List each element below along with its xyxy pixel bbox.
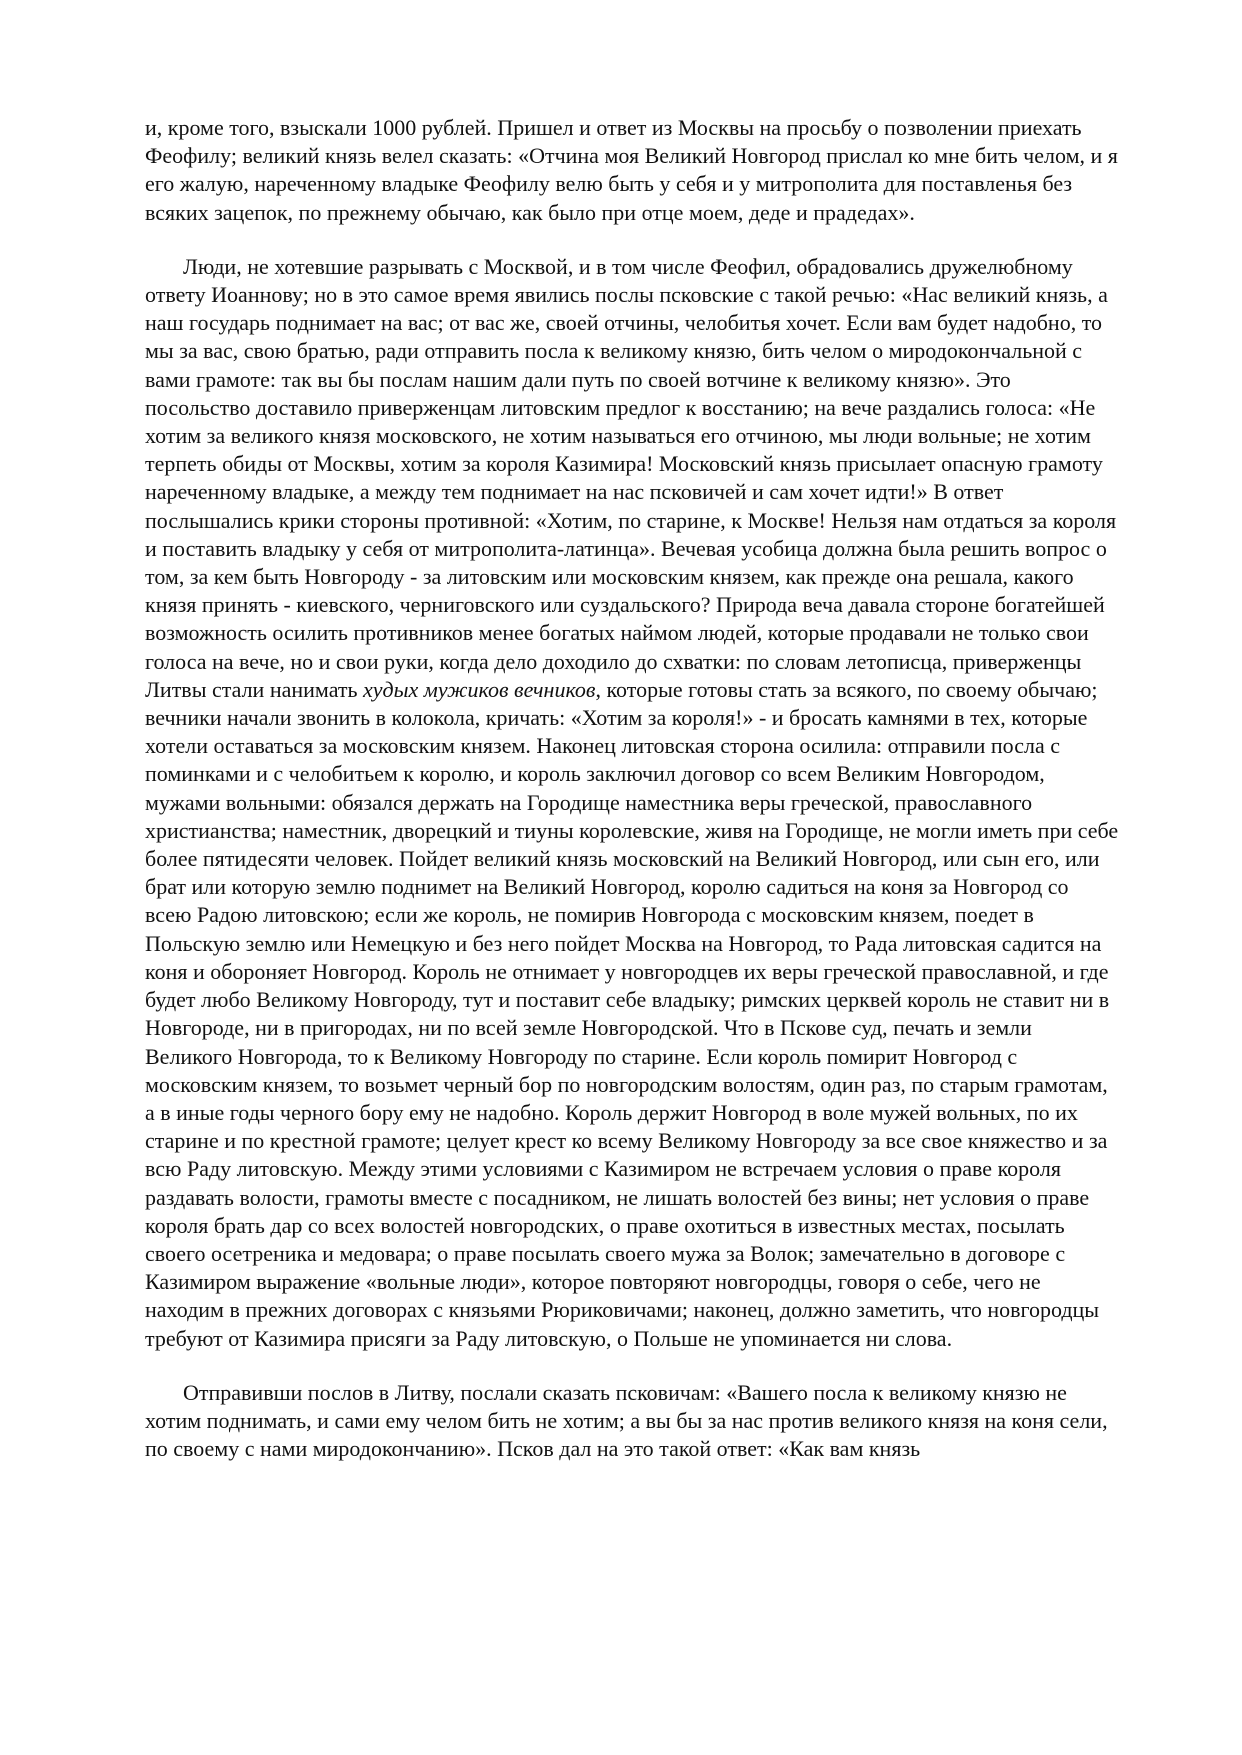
paragraph-1-text: и, кроме того, взыскали 1000 рублей. Пришел и ответ из Москвы на просьбу о позволении приехать Феофилу; великий князь велел сказать: «Отчина моя Великий Новгород прислал ко мне бить челом, и я его жалую, нареченному владыке Феофилу велю быть у себя и у митрополита для поставленья без всяких зацепок, по прежнему обычаю, как было при отце моем, деде и прадедах». [145, 115, 1118, 225]
paragraph-2-text-b: , которые готовы стать за всякого, по своему обычаю; вечники начали звонить в колокола, кричать: «Хотим за короля!» - и бросать камнями в тех, которые хотели оставаться за московским князем. Наконец литовская сторона осилила: отправили посла с поминками и с челобитьем к королю, и король заключил договор со всем Великим Новгородом, мужами вольными: обязался держать на Городище наместника веры греческой, православного христианства; наместник, дворецкий и тиуны королевские, живя на Городище, не могли иметь при себе более пятидесяти человек. Пойдет великий князь московский на Великий Новгород, или сын его, или брат или которую землю поднимет на Великий Новгород, королю садиться на коня за Новгород со всею Радою литовскою; если же король, не помирив Новгорода с московским князем, поедет в Польскую землю или Немецкую и без него пойдет Москва на Новгород, то Рада литовская садится на коня и обороняет Новгород. Король не отнимает у новгородцев их веры греческой православной, и где будет любо Великому Новгороду, тут и поставит себе владыку; римских церквей король не ставит ни в Новгороде, ни в пригородах, ни по всей земле Новгородской. Что в Пскове суд, печать и земли Великого Новгорода, то к Великому Новгороду по старине. Если король помирит Новгород с московским князем, то возьмет черный бор по новгородским волостям, один раз, по старым грамотам, а в иные годы черного бору ему не надобно. Король держит Новгород в воле мужей вольных, по их старине и по крестной грамоте; целует крест ко всему Великому Новгороду за все свое княжество и за всю Раду литовскую. Между этими условиями с Казимиром не встречаем условия о праве короля раздавать волости, грамоты вместе с посадником, не лишать волостей без вины; нет условия о праве короля брать дар со всех волостей новгородских, о праве охотиться в известных местах, посылать своего осетреника и медовара; о праве посылать своего мужа за Волок; замечательно в договоре с Казимиром выражение «вольные люди», которое повторяют новгородцы, говоря о себе, чего не находим в прежних договорах с князьями Рюриковичами; наконец, должно заметить, что новгородцы требуют от Казимира присяги за Раду литовскую, о Польше не упоминается ни слова. [145, 676, 1119, 1351]
paragraph-2-italic-phrase: худых мужиков вечников [363, 676, 596, 702]
paragraph-continued [145, 114, 1120, 227]
paragraph-novgorod-veche [145, 253, 1120, 1353]
paragraph-pskov-answer [145, 1379, 1120, 1464]
paragraph-2-text-a: Люди, не хотевшие разрывать с Москвой, и в том числе Феофил, обрадовались дружелюбному ответу Иоаннову; но в это самое время явились послы псковские с такой речью: «Нас великий князь, а наш государь поднимает на вас; от вас же, своей отчины, челобитья хочет. Если вам будет надобно, то мы за вас, свою братью, ради отправить посла к великому князю, бить челом о миродокончальной с вами грамоте: так вы бы послам нашим дали путь по своей вотчине к великому князю». Это посольство доставило приверженцам литовским предлог к восстанию; на вече раздались голоса: «Не хотим за великого князя московского, не хотим называться его отчиною, мы люди вольные; не хотим терпеть обиды от Москвы, хотим за короля Казимира! Московский князь присылает опасную грамоту нареченному владыке, а между тем поднимает на нас псковичей и сам хочет идти!» В ответ послышались крики стороны противной: «Хотим, по старине, к Москве! Нельзя нам отдаться за короля и поставить владыку у себя от митрополита-латинца». Вечевая усобица должна была решить вопрос о том, за кем быть Новгороду - за литовским или московским князем, как прежде она решала, какого князя принять - киевского, черниговского или суздальского? Природа веча давала стороне богатейшей возможность осилить противников менее богатых наймом людей, которые продавали не только свои голоса на вече, но и свои руки, когда дело доходило до схватки: по словам летописца, приверженцы Литвы стали нанимать [145, 253, 1117, 702]
document-page [145, 114, 1120, 1463]
paragraph-3-text: Отправивши послов в Литву, послали сказать псковичам: «Вашего посла к великому князю не хотим поднимать, и сами ему челом бить не хотим; а вы бы за нас против великого князя на коня сели, по своему с нами миродокончанию». Псков дал на это такой ответ: «Как вам князь [145, 1379, 1108, 1462]
